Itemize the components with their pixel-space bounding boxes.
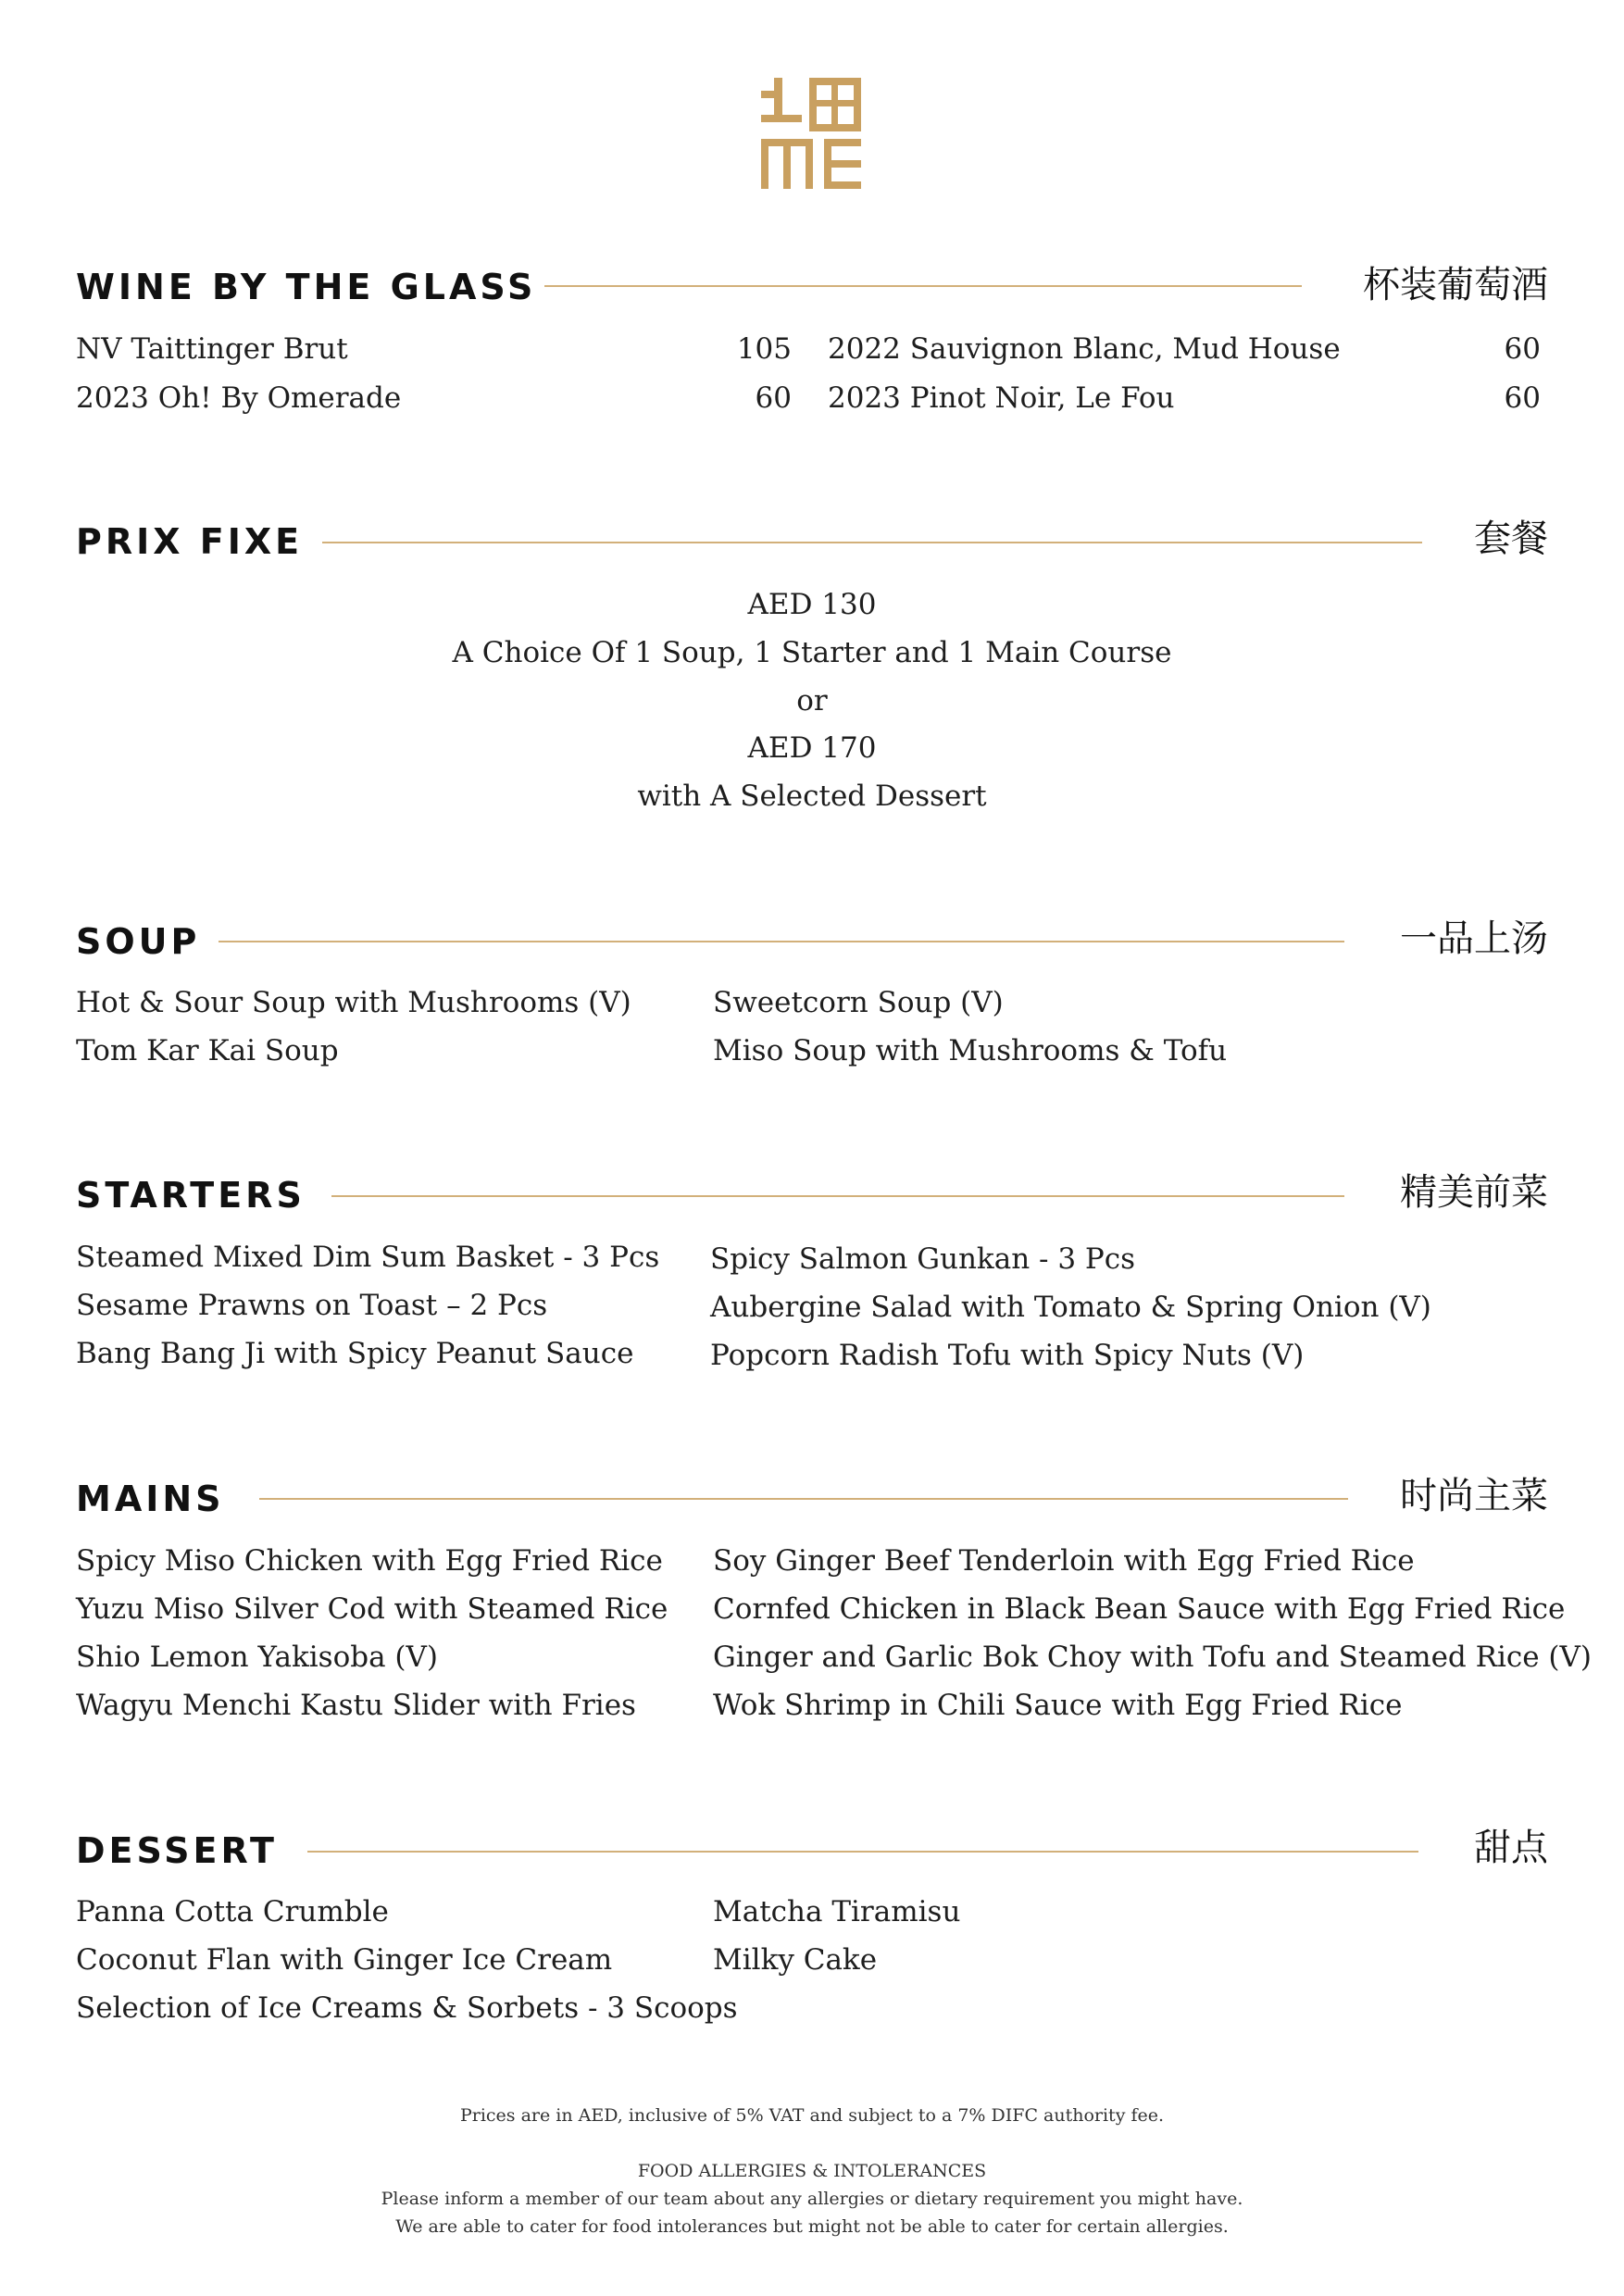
soup-section-title-cn: 一品上汤 <box>1400 917 1548 960</box>
main-item: Shio Lemon Yakisoba (V) <box>76 1641 439 1674</box>
main-item: Cornfed Chicken in Black Bean Sauce with Egg Fried Rice <box>713 1592 1566 1626</box>
dessert-item: Milky Cake <box>713 1943 878 1977</box>
main-item: Wok Shrimp in Chili Sauce with Egg Fried Rice <box>713 1689 1403 1722</box>
main-item: Soy Ginger Beef Tenderloin with Egg Fried Rice <box>713 1544 1415 1578</box>
starter-item: Sesame Prawns on Toast – 2 Pcs <box>76 1289 548 1322</box>
soup-section-title: SOUP <box>76 921 201 962</box>
wine-item: 2022 Sauvignon Blanc, Mud House <box>828 332 1341 366</box>
allergy-note: We are able to cater for food intolerances but might not be able to cater for certain allergies. <box>395 2216 1229 2237</box>
starters-divider <box>331 1195 1344 1197</box>
dessert-item: Selection of Ice Creams & Sorbets - 3 Scoops <box>76 1991 738 2025</box>
wine-price: 60 <box>755 381 792 415</box>
prix-fixe-line: or <box>796 684 828 718</box>
allergy-title: FOOD ALLERGIES & INTOLERANCES <box>637 2161 987 2181</box>
wine-item: 2023 Oh! By Omerade <box>76 381 402 415</box>
soup-item: Sweetcorn Soup (V) <box>713 986 1004 1019</box>
prix-fixe-line: with A Selected Dessert <box>637 780 987 813</box>
prix-fixe-line: AED 130 <box>747 588 877 621</box>
prix-fixe-section-title-cn: 套餐 <box>1474 518 1548 560</box>
wine-item: 2023 Pinot Noir, Le Fou <box>828 381 1175 415</box>
starter-item: Aubergine Salad with Tomato & Spring Onion (V) <box>710 1291 1431 1324</box>
starter-item: Spicy Salmon Gunkan - 3 Pcs <box>710 1242 1136 1276</box>
starters-section-title-cn: 精美前菜 <box>1400 1171 1548 1214</box>
dessert-divider <box>307 1851 1418 1853</box>
mains-divider <box>259 1498 1348 1500</box>
dessert-item: Panna Cotta Crumble <box>76 1895 389 1928</box>
starter-item: Bang Bang Ji with Spicy Peanut Sauce <box>76 1337 634 1370</box>
restaurant-logo <box>761 78 863 189</box>
soup-item: Miso Soup with Mushrooms & Tofu <box>713 1034 1228 1067</box>
starters-section-title: STARTERS <box>76 1175 306 1216</box>
price-note: Prices are in AED, inclusive of 5% VAT and subject to a 7% DIFC authority fee. <box>459 2105 1165 2126</box>
prix-fixe-line: AED 170 <box>747 731 877 765</box>
soup-item: Tom Kar Kai Soup <box>76 1034 339 1067</box>
starter-item: Steamed Mixed Dim Sum Basket - 3 Pcs <box>76 1241 660 1274</box>
prix-fixe-line: A Choice Of 1 Soup, 1 Starter and 1 Main Course <box>452 636 1172 669</box>
prix-fixe-section-title: PRIX FIXE <box>76 521 304 562</box>
main-item: Yuzu Miso Silver Cod with Steamed Rice <box>76 1592 668 1626</box>
starter-item: Popcorn Radish Tofu with Spicy Nuts (V) <box>710 1339 1305 1372</box>
wine-price: 60 <box>1504 332 1541 366</box>
dessert-section-title: DESSERT <box>76 1830 278 1871</box>
soup-item: Hot & Sour Soup with Mushrooms (V) <box>76 986 631 1019</box>
wine-section-title: WINE BY THE GLASS <box>76 267 537 307</box>
main-item: Ginger and Garlic Bok Choy with Tofu and Steamed Rice (V) <box>713 1641 1593 1674</box>
wine-divider <box>544 285 1302 287</box>
wine-price: 105 <box>736 332 792 366</box>
main-item: Wagyu Menchi Kastu Slider with Fries <box>76 1689 636 1722</box>
wine-price: 60 <box>1504 381 1541 415</box>
allergy-note: Please inform a member of our team about any allergies or dietary requirement you might have. <box>381 2189 1243 2209</box>
dessert-item: Coconut Flan with Ginger Ice Cream <box>76 1943 613 1977</box>
dessert-section-title-cn: 甜点 <box>1474 1827 1548 1869</box>
soup-divider <box>219 941 1344 942</box>
main-item: Spicy Miso Chicken with Egg Fried Rice <box>76 1544 663 1578</box>
prix-fixe-divider <box>322 542 1422 543</box>
mains-section-title-cn: 时尚主菜 <box>1400 1475 1548 1517</box>
dessert-item: Matcha Tiramisu <box>713 1895 961 1928</box>
wine-item: NV Taittinger Brut <box>76 332 348 366</box>
mains-section-title: MAINS <box>76 1479 225 1519</box>
wine-section-title-cn: 杯装葡萄酒 <box>1363 264 1548 306</box>
